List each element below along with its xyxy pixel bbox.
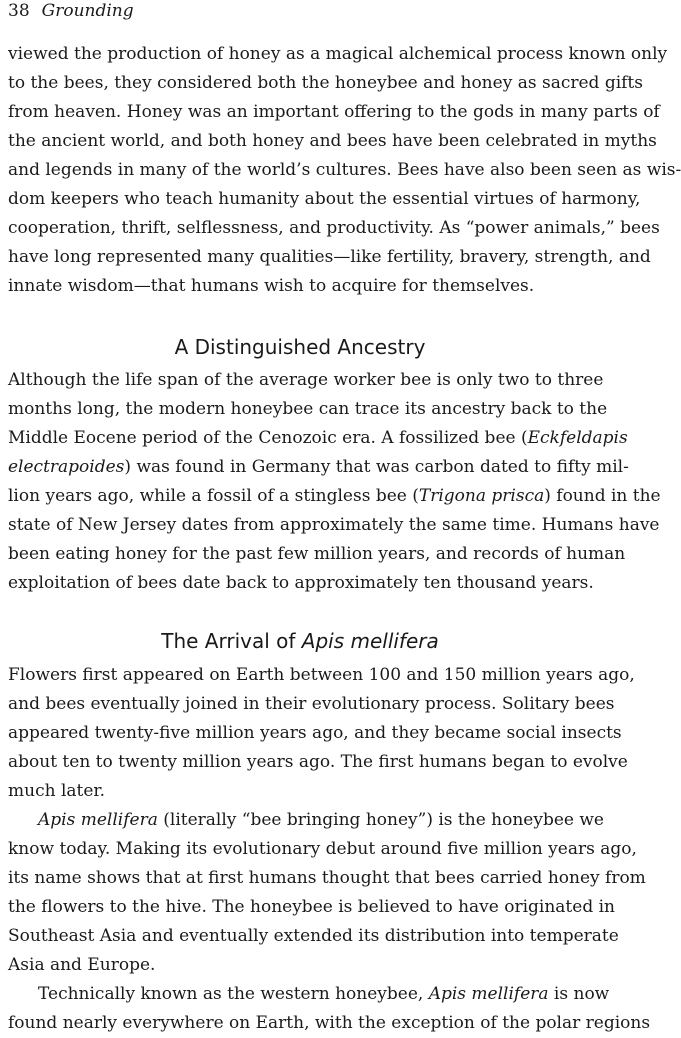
text-line: exploitation of bees date back to approximately ten thousand years. <box>8 573 594 593</box>
text-line: about ten to twenty million years ago. The first humans began to evolve <box>8 752 628 772</box>
text-line: and legends in many of the world’s cultures. Bees have also been seen as wis- <box>8 160 681 180</box>
running-head-title: Grounding <box>41 1 134 21</box>
text-line: appeared twenty-five million years ago, and they became social insects <box>8 723 622 743</box>
text-line: know today. Making its evolutionary debut around five million years ago, <box>8 839 637 859</box>
paragraph-apis-mellifera <box>8 806 646 980</box>
text-run: lion years ago, while a fossil of a stingless bee ( <box>8 486 419 506</box>
text-line <box>8 453 629 482</box>
text-run: (literally “bee bringing honey”) is the honeybee we <box>157 810 604 830</box>
species-name: Apis mellifera <box>428 984 549 1004</box>
text-run: ) was found in Germany that was carbon dated to fifty mil- <box>124 457 629 477</box>
text-line: and bees eventually joined in their evolutionary process. Solitary bees <box>8 694 615 714</box>
text-line: viewed the production of honey as a magical alchemical process known only <box>8 44 668 64</box>
text-run: Technically known as the western honeybee, <box>38 984 429 1004</box>
text-line: months long, the modern honeybee can trace its ancestry back to the <box>8 399 608 419</box>
text-line: the ancient world, and both honey and bees have been celebrated in myths <box>8 131 657 151</box>
text-line: dom keepers who teach humanity about the essential virtues of harmony, <box>8 189 641 209</box>
species-name: Eckfeldapis <box>527 428 628 448</box>
text-line: have long represented many qualities—like fertility, bravery, strength, and <box>8 247 651 267</box>
text-line <box>8 424 628 453</box>
text-line: much later. <box>8 781 106 801</box>
text-run: is now <box>548 984 610 1004</box>
text-line: innate wisdom—that humans wish to acquire for themselves. <box>8 276 535 296</box>
text-line: cooperation, thrift, selflessness, and productivity. As “power animals,” bees <box>8 218 660 238</box>
text-line: from heaven. Honey was an important offering to the gods in many parts of <box>8 102 660 122</box>
text-line: been eating honey for the past few million years, and records of human <box>8 544 626 564</box>
text-line <box>8 482 661 511</box>
text-run: ) found in the <box>544 486 661 506</box>
species-name: Trigona prisca <box>418 486 545 506</box>
text-line: Flowers first appeared on Earth between 100 and 150 million years ago, <box>8 665 635 685</box>
heading-species-name: Apis mellifera <box>301 629 439 653</box>
paragraph-honey-sacred <box>8 40 681 301</box>
text-line: to the bees, they considered both the honeybee and honey as sacred gifts <box>8 73 643 93</box>
paragraph-western-honeybee <box>8 980 651 1038</box>
text-line: Asia and Europe. <box>8 955 156 975</box>
text-line: the flowers to the hive. The honeybee is believed to have originated in <box>8 897 615 917</box>
text-line: state of New Jersey dates from approximately the same time. Humans have <box>8 515 660 535</box>
text-line: found nearly everywhere on Earth, with the exception of the polar regions <box>8 1013 651 1033</box>
text-line: its name shows that at first humans thought that bees carried honey from <box>8 868 646 888</box>
species-name: electrapoides <box>8 457 125 477</box>
section-heading-ancestry: A Distinguished Ancestry <box>174 335 426 359</box>
text-line: Although the life span of the average worker bee is only two to three <box>8 370 604 390</box>
running-head <box>8 0 134 22</box>
species-name: Apis mellifera <box>38 810 158 830</box>
text-line <box>8 806 604 835</box>
section-heading-apis-mellifera <box>0 627 600 655</box>
paragraph-flowers <box>8 661 635 806</box>
page-number: 38 <box>8 1 30 21</box>
text-line: Southeast Asia and eventually extended its distribution into temperate <box>8 926 619 946</box>
paragraph-ancestry <box>8 366 661 598</box>
text-run: Middle Eocene period of the Cenozoic era. A fossilized bee ( <box>8 428 528 448</box>
text-line <box>8 980 610 1009</box>
heading-text: The Arrival of <box>161 629 302 653</box>
